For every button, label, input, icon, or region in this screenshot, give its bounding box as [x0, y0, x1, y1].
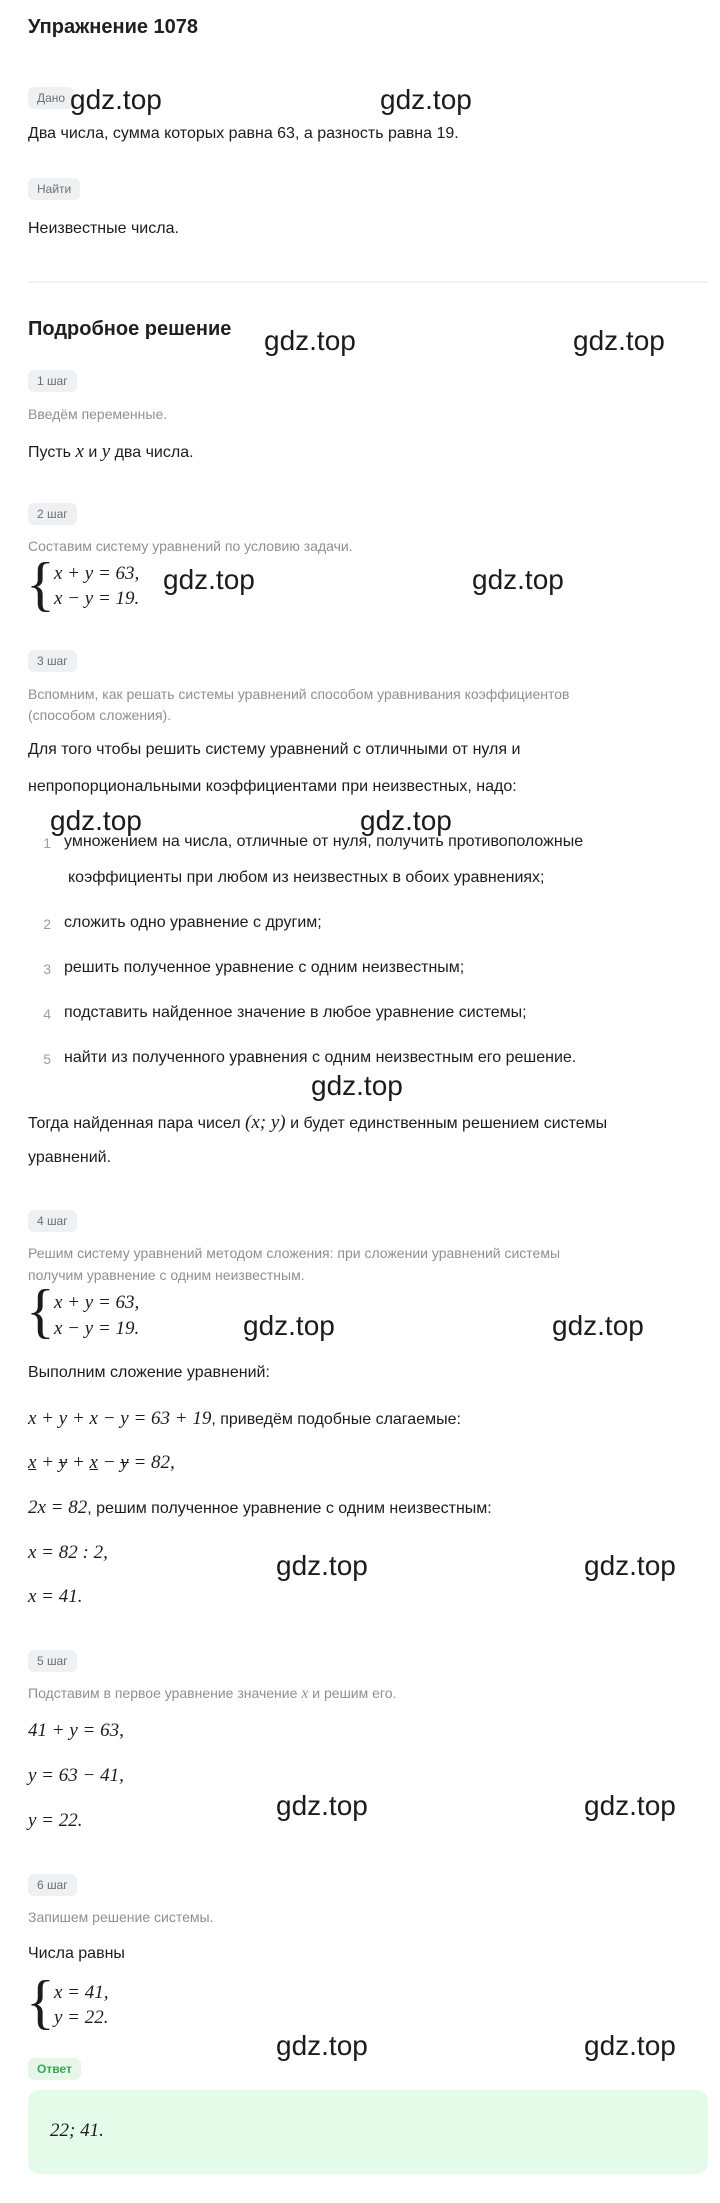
step-4-line-a: x + y + x − y = 63 + 19, приведём подобные слагаемые:	[28, 1408, 461, 1429]
step-6-hint: Запишем решение системы.	[28, 1909, 214, 1925]
list-number: 3	[43, 961, 51, 977]
find-badge: Найти	[28, 178, 80, 200]
list-item: найти из полученного уравнения с одним неизвестным его решение.	[64, 1049, 577, 1066]
step-5-line-3: y = 22.	[28, 1810, 83, 1831]
step-4-badge: 4 шаг	[28, 1210, 77, 1232]
step-1-text: Пусть x и y два числа.	[28, 441, 194, 462]
step-1-badge: 1 шаг	[28, 370, 77, 392]
step-6-para: Числа равны	[28, 1945, 125, 1962]
step-3-hint-1: Вспомним, как решать системы уравнений способом уравнивания коэффициентов	[28, 686, 570, 702]
list-item: подставить найденное значение в любое уравнение системы;	[64, 1004, 527, 1021]
answer-box	[28, 2090, 708, 2174]
watermark: gdz.top	[276, 2030, 368, 2061]
step-5-badge: 5 шаг	[28, 1650, 77, 1672]
step-3-para-2a: Тогда найденная пара чисел (x; y) и будет единственным решением системы	[28, 1112, 608, 1133]
step-2-hint: Составим систему уравнений по условию задачи.	[28, 538, 353, 554]
list-number: 4	[43, 1006, 51, 1022]
list-number: 2	[43, 916, 51, 932]
page-title: Упражнение 1078	[28, 16, 199, 38]
list-item: умножением на числа, отличные от нуля, получить противоположные	[64, 833, 584, 850]
find-text: Неизвестные числа.	[28, 220, 179, 237]
answer-value: 22; 41.	[50, 2120, 104, 2141]
step-5-line-1: 41 + y = 63,	[28, 1720, 124, 1741]
step-4-line-c: 2x = 82, решим полученное уравнение с одним неизвестным:	[28, 1497, 492, 1518]
step-6-badge: 6 шаг	[28, 1874, 77, 1896]
step-4-line-e: x = 41.	[28, 1586, 83, 1607]
watermark: gdz.top	[380, 84, 472, 115]
watermark: gdz.top	[163, 564, 255, 595]
list-item-cont: коэффициенты при любом из неизвестных в обоих уравнениях;	[68, 869, 545, 886]
step-4-line-b: x + y + x − y = 82,	[28, 1452, 175, 1473]
step-2-eq2: x − y = 19.	[54, 588, 140, 609]
watermark: gdz.top	[552, 1310, 644, 1341]
step-6-eq1: x = 41,	[54, 1982, 109, 2003]
step-3-para-1a: Для того чтобы решить систему уравнений с отличными от нуля и	[28, 741, 521, 758]
system-brace: {	[26, 1969, 55, 2035]
system-brace: {	[26, 551, 55, 617]
watermark: gdz.top	[264, 325, 356, 356]
solution-heading: Подробное решение	[28, 318, 232, 340]
list-number: 5	[43, 1051, 51, 1067]
step-4-para: Выполним сложение уравнений:	[28, 1364, 270, 1381]
step-2-badge: 2 шаг	[28, 503, 77, 525]
step-6-eq2: y = 22.	[54, 2007, 109, 2028]
watermark: gdz.top	[573, 325, 665, 356]
step-3-para-1b: непропорциональными коэффициентами при неизвестных, надо:	[28, 778, 517, 795]
system-brace: {	[26, 1278, 55, 1344]
watermark: gdz.top	[472, 564, 564, 595]
step-3-para-2b: уравнений.	[28, 1149, 112, 1166]
step-3-hint-2: (способом сложения).	[28, 707, 172, 723]
watermark: gdz.top	[311, 1070, 403, 1101]
list-number: 1	[43, 835, 51, 851]
list-item: решить полученное уравнение с одним неизвестным;	[64, 959, 465, 976]
step-1-hint: Введём переменные.	[28, 406, 168, 422]
watermark: gdz.top	[70, 84, 162, 115]
watermark: gdz.top	[584, 1790, 676, 1821]
watermark: gdz.top	[584, 1550, 676, 1581]
given-badge: Дано	[28, 87, 74, 109]
step-4-hint-1: Решим систему уравнений методом сложения: при сложении уравнений системы	[28, 1245, 561, 1261]
given-text: Два числа, сумма которых равна 63, а разность равна 19.	[28, 125, 459, 142]
section-divider	[28, 281, 708, 283]
watermark: gdz.top	[50, 805, 142, 836]
watermark: gdz.top	[243, 1310, 335, 1341]
step-5-hint: Подставим в первое уравнение значение x и решим его.	[28, 1685, 397, 1702]
watermark: gdz.top	[584, 2030, 676, 2061]
step-4-hint-2: получим уравнение с одним неизвестным.	[28, 1267, 305, 1283]
list-item: сложить одно уравнение с другим;	[64, 914, 322, 931]
step-2-eq1: x + y = 63,	[54, 563, 140, 584]
step-5-line-2: y = 63 − 41,	[28, 1765, 124, 1786]
watermark: gdz.top	[360, 805, 452, 836]
step-4-eq1: x + y = 63,	[54, 1292, 140, 1313]
watermark: gdz.top	[276, 1550, 368, 1581]
answer-badge: Ответ	[28, 2058, 81, 2080]
step-4-line-d: x = 82 : 2,	[28, 1542, 108, 1563]
watermark: gdz.top	[276, 1790, 368, 1821]
step-3-badge: 3 шаг	[28, 650, 77, 672]
step-4-eq2: x − y = 19.	[54, 1318, 140, 1339]
